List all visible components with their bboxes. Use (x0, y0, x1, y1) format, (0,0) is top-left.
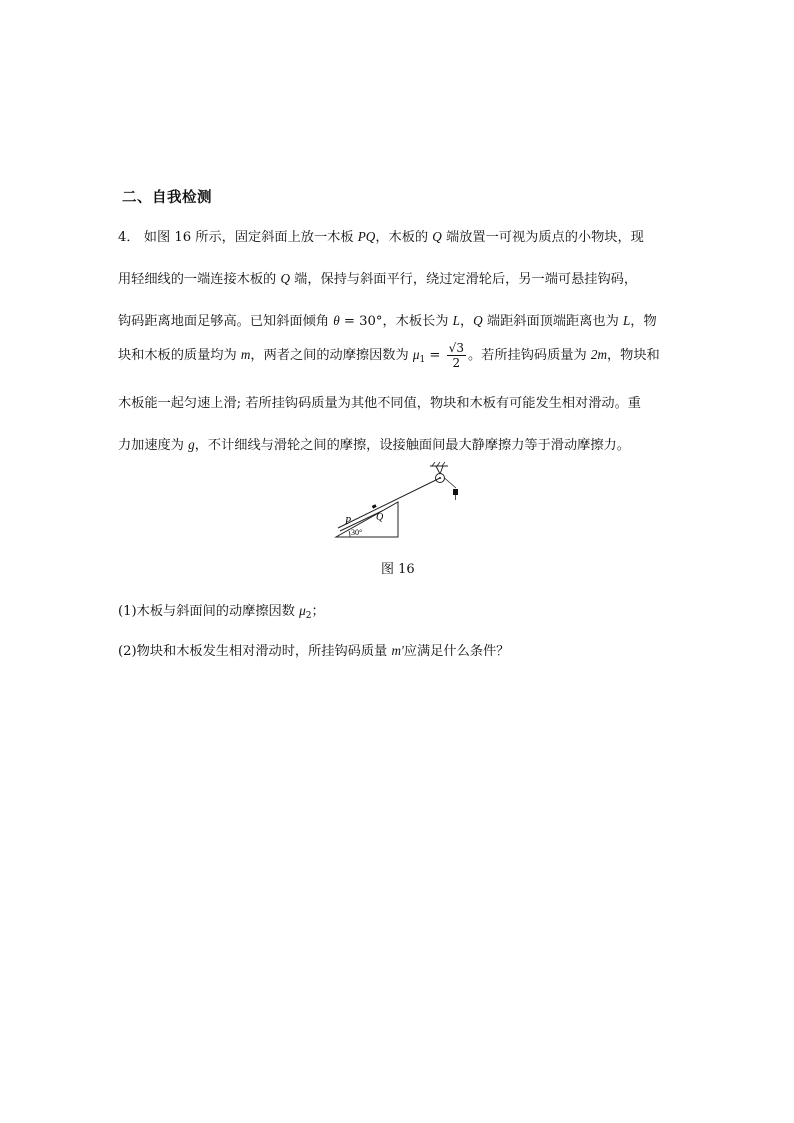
text: 应满足什么条件？ (403, 644, 510, 659)
board-and-string (338, 478, 440, 528)
var-g: g (188, 437, 195, 452)
subscript: 2 (305, 611, 312, 621)
problem-line-6 (118, 434, 630, 453)
section-heading: 二、自我检测 (122, 190, 212, 206)
var-m: m (240, 347, 251, 362)
text: ，不计细线与滑轮之间的摩擦，设接触面间最大静摩擦力等于滑动摩擦力。 (194, 438, 630, 453)
text: 。若所挂钩码质量为 (467, 348, 591, 363)
hanging-weight (453, 489, 458, 495)
text: = (425, 348, 445, 363)
fraction-denominator: 2 (452, 356, 461, 370)
label-angle: 30° (351, 528, 363, 537)
fraction (447, 342, 466, 369)
pulley-mount (436, 466, 440, 474)
small-block (372, 504, 377, 508)
text: 块和木板的质量均为 (118, 348, 241, 363)
problem-line-3 (118, 310, 657, 329)
problem-line-2 (118, 268, 637, 287)
text: ，物 (630, 314, 657, 329)
var-Q: Q (432, 229, 442, 244)
text: (1)木板与斜面间的动摩擦因数 (118, 604, 300, 619)
problem-line-4 (118, 342, 660, 369)
incline-figure (330, 458, 470, 542)
ceiling-hatch (442, 462, 445, 466)
text: ，两者之间的动摩擦因数为 (250, 348, 413, 363)
ceiling-hatch (437, 462, 440, 466)
question-1 (118, 600, 325, 621)
text: ； (311, 604, 325, 619)
text: (2)物块和木板发生相对滑动时，所挂钩码质量 (118, 644, 392, 659)
fraction-numerator: √3 (448, 341, 464, 355)
label-Q: Q (376, 512, 384, 523)
var-Q: Q (280, 271, 290, 286)
pulley-axle (439, 477, 441, 479)
var-mu: μ (299, 603, 306, 618)
text: 木板能一起匀速上滑; 若所挂钩码质量为其他不同值，物块和木板有可能发生相对滑动。重 (118, 396, 641, 411)
problem-line-5 (118, 392, 641, 411)
var-m-prime: m′ (391, 643, 404, 658)
label-P: P (345, 516, 352, 527)
ceiling-hatch (432, 462, 435, 466)
var-PQ: PQ (357, 229, 376, 244)
text: 端，保持与斜面平行，绕过定滑轮后，另一端可悬挂钩码， (289, 272, 638, 287)
text: 4． 如图 16 所示，固定斜面上放一木板 (118, 230, 358, 245)
angle-arc (349, 531, 350, 537)
text: 力加速度为 (118, 438, 189, 453)
text: ，物块和 (606, 348, 660, 363)
pulley-mount (440, 466, 443, 474)
text: 用轻细线的一端连接木板的 (118, 272, 281, 287)
text: 钩码距离地面足够高。已知斜面倾角 (118, 314, 334, 329)
var-L: L (452, 313, 460, 328)
text: 端放置一可视为质点的小物块，现 (441, 230, 644, 245)
problem-line-1 (118, 226, 644, 245)
figure-caption: 图 16 (381, 562, 415, 577)
text: ，木板的 (375, 230, 433, 245)
text: 端距斜面顶端距离也为 (482, 314, 623, 329)
var-L: L (622, 313, 631, 328)
text: ， (459, 314, 474, 329)
hanging-string (445, 478, 457, 488)
var-2m: 2m (590, 347, 607, 362)
var-theta: θ (333, 313, 340, 328)
var-mu: μ (412, 347, 420, 362)
subscript: 1 (419, 355, 426, 365)
var-Q: Q (473, 313, 483, 328)
question-2 (118, 640, 509, 659)
text: = 30°，木板长为 (339, 314, 453, 329)
